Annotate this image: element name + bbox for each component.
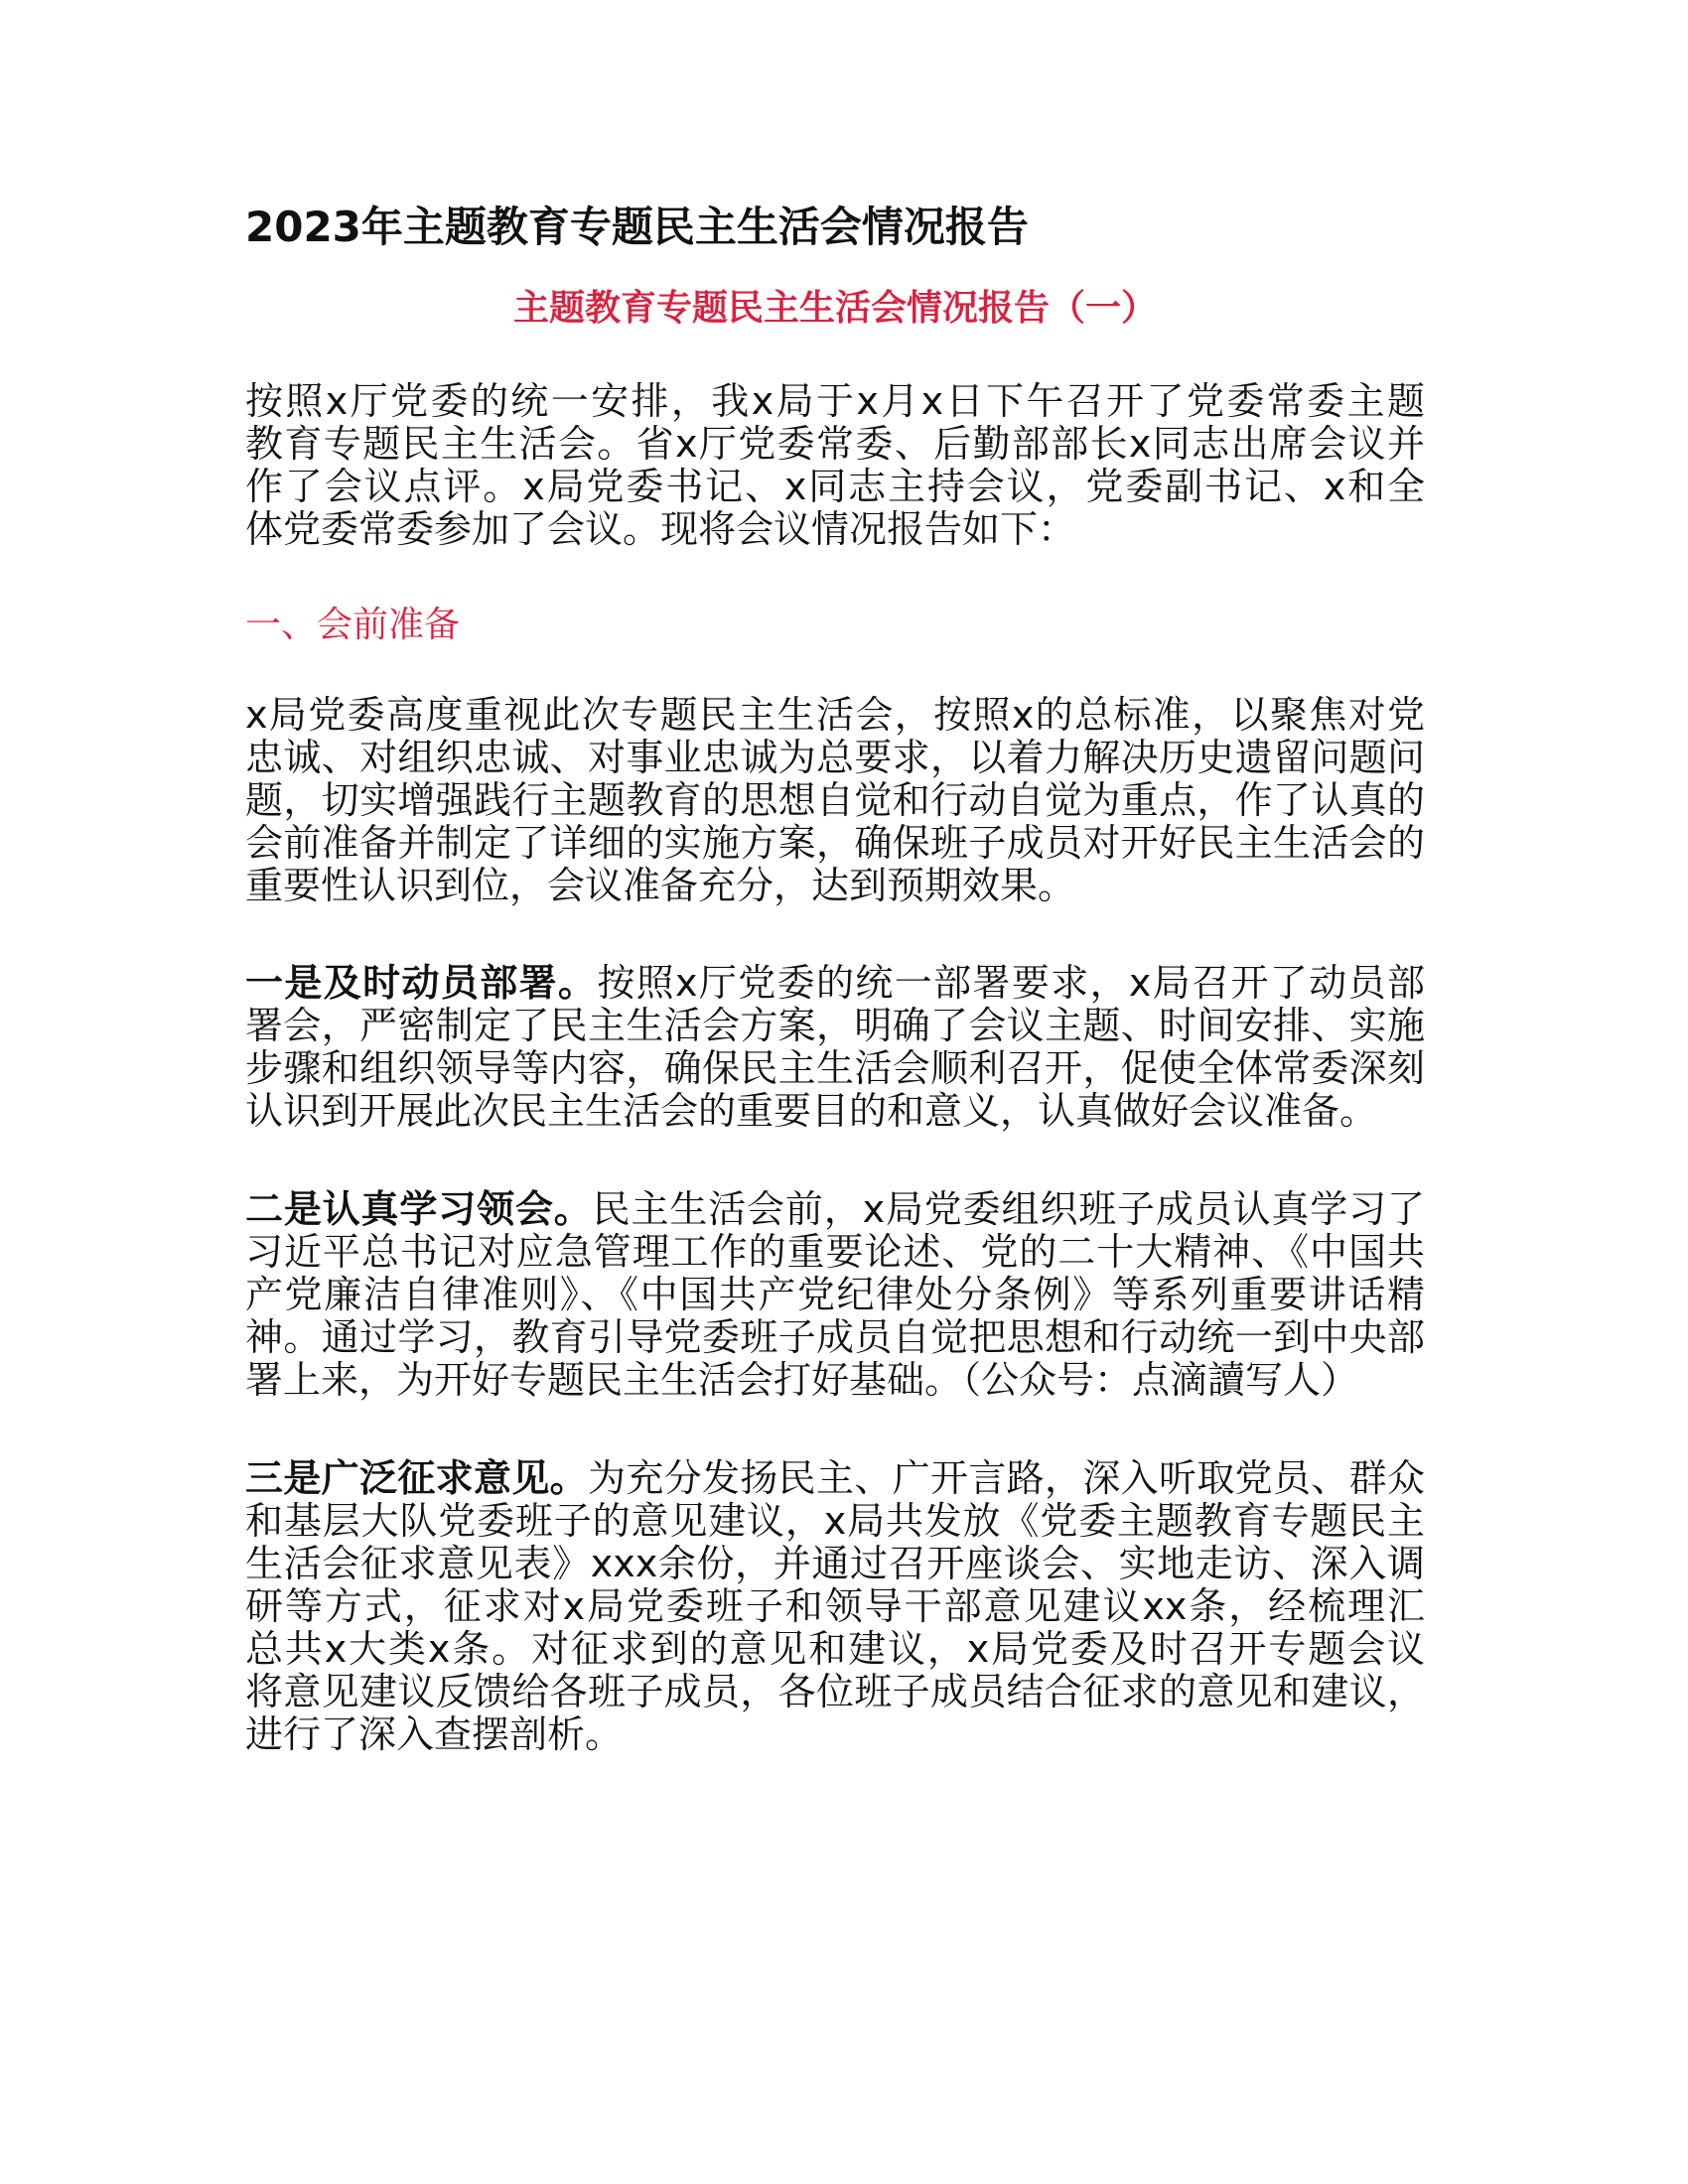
text-line: 为充分发扬民主、广开言路，深入听取党员、群众 xyxy=(588,1456,1425,1500)
text-line: 按照x厅党委的统一部署要求，x局召开了动员部 xyxy=(597,961,1425,1005)
item1-paragraph xyxy=(245,962,1425,1133)
text-line: 署上来，为开好专题民主生活会打好基础。（公众号：点滴讀写人） xyxy=(245,1358,1359,1402)
item-lead: 一是及时动员部署。 xyxy=(245,961,598,1005)
text-line: 作了会议点评。x局党委书记、x同志主持会议，党委副书记、x和全 xyxy=(245,465,1425,508)
text-line: 步骤和组织领导等内容，确保民主生活会顺利召开，促使全体常委深刻 xyxy=(245,1046,1425,1090)
text-line: 产党廉洁自律准则》、《中国共产党纪律处分条例》等系列重要讲话精 xyxy=(245,1273,1425,1316)
text-line: 民主生活会前，x局党委组织班子成员认真学习了 xyxy=(592,1187,1425,1231)
text-line: 和基层大队党委班子的意见建议，x局共发放《党委主题教育专题民主 xyxy=(245,1499,1425,1543)
text-line: 会前准备并制定了详细的实施方案，确保班子成员对开好民主生活会的 xyxy=(245,821,1425,865)
item-lead: 三是广泛征求意见。 xyxy=(245,1456,588,1500)
text-line: 研等方式，征求对x局党委班子和领导干部意见建议xx条，经梳理汇 xyxy=(245,1584,1425,1628)
text-line: 重要性认识到位，会议准备充分，达到预期效果。 xyxy=(245,864,1076,907)
text-line: 体党委常委参加了会议。现将会议情况报告如下： xyxy=(245,507,1076,551)
item-lead: 二是认真学习领会。 xyxy=(245,1187,593,1231)
section-heading: 一、会前准备 xyxy=(245,605,461,645)
text-line: 题，切实增强践行主题教育的思想自觉和行动自觉为重点，作了认真的 xyxy=(245,778,1425,822)
section1-paragraph xyxy=(245,694,1425,907)
item2-paragraph xyxy=(245,1188,1425,1402)
text-line: 神。通过学习，教育引导党委班子成员自觉把思想和行动统一到中央部 xyxy=(245,1315,1425,1359)
text-line: 将意见建议反馈给各班子成员，各位班子成员结合征求的意见和建议， xyxy=(245,1670,1425,1713)
text-line: 忠诚、对组织忠诚、对事业忠诚为总要求，以着力解决历史遗留问题问 xyxy=(245,736,1425,779)
text-line: 总共x大类x条。对征求到的意见和建议，x局党委及时召开专题会议 xyxy=(245,1627,1425,1671)
text-line: 生活会征求意见表》xxx余份，并通过召开座谈会、实地走访、深入调 xyxy=(245,1542,1425,1585)
text-line: x局党委高度重视此次专题民主生活会，按照x的总标准，以聚焦对党 xyxy=(245,693,1425,737)
text-line: 教育专题民主生活会。省x厅党委常委、后勤部部长x同志出席会议并 xyxy=(245,422,1425,466)
text-line: 习近平总书记对应急管理工作的重要论述、党的二十大精神、《中国共 xyxy=(245,1230,1425,1274)
text-line: 按照x厅党委的统一安排，我x局于x月x日下午召开了党委常委主题 xyxy=(245,379,1425,423)
text-line: 认识到开展此次民主生活会的重要目的和意义，认真做好会议准备。 xyxy=(245,1089,1378,1133)
text-line: 署会，严密制定了民主生活会方案，明确了会议主题、时间安排、实施 xyxy=(245,1004,1425,1047)
intro-paragraph xyxy=(245,380,1425,551)
text-line: 进行了深入查摆剖析。 xyxy=(245,1712,624,1756)
item3-paragraph xyxy=(245,1457,1425,1756)
document-subtitle: 主题教育专题民主生活会情况报告（一） xyxy=(512,288,1157,329)
document-title: 2023年主题教育专题民主生活会情况报告 xyxy=(245,203,1029,251)
